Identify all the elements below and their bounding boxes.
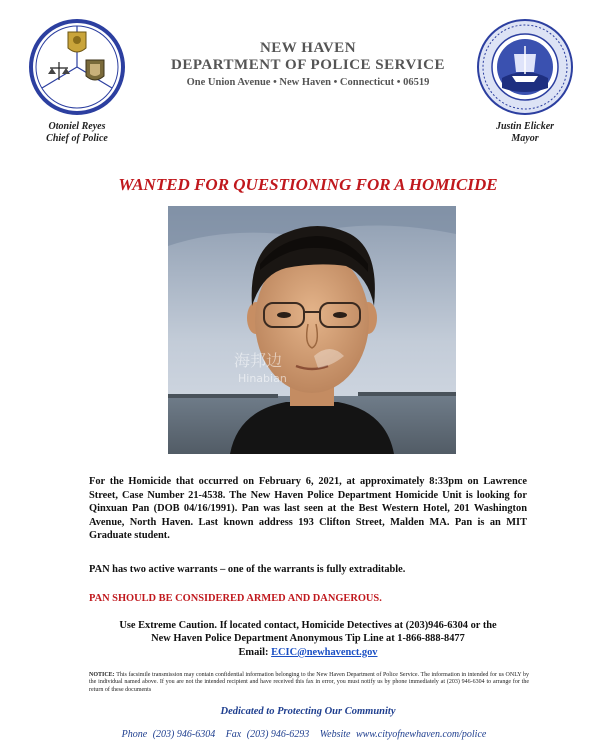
mayor-name: Justin Elicker <box>495 121 555 132</box>
email-line <box>80 646 536 659</box>
website-url: www.cityofnewhaven.com/police <box>356 729 487 740</box>
email-label: Email: <box>238 646 269 658</box>
fax-label: Fax <box>225 729 242 740</box>
fax-number: (203) 946-6293 <box>246 729 310 740</box>
police-seal-logo <box>28 18 126 116</box>
website-label: Website <box>319 729 351 740</box>
contact-footer <box>60 729 556 740</box>
motto: Dedicated to Protecting Our Community <box>220 706 396 717</box>
department-header <box>140 40 476 90</box>
mayor-title: Mayor <box>511 133 539 144</box>
wanted-headline: WANTED FOR QUESTIONING FOR A HOMICIDE <box>118 175 498 194</box>
caution-line-2: New Haven Police Department Anonymous Tip Line at 1-866-888-8477 <box>151 633 465 645</box>
dept-name: DEPARTMENT OF POLICE SERVICE <box>171 57 445 73</box>
caution-line-1: Use Extreme Caution. If located contact, Homicide Detectives at (203)946-6304 or the <box>119 620 497 631</box>
email-link[interactable]: ECIC@newhavenct.gov <box>271 646 378 658</box>
city-seal-logo <box>476 18 574 116</box>
phone-label: Phone <box>121 729 148 740</box>
contact-block <box>80 619 536 659</box>
armed-warning: PAN SHOULD BE CONSIDERED ARMED AND DANGEROUS. <box>89 593 382 604</box>
phone-number: (203) 946-6304 <box>152 729 216 740</box>
incident-description: For the Homicide that occurred on February 6, 2021, at approximately 8:33pm on Lawrence Street, Case Number 21-4538. The New Haven Police Department Homicide Unit is looking for Qinxuan Pan (DOB 04/16/1991). Pan was last seen at the Best Western Hotel, 201 Washington Avenue, North Haven. Last known address 193 Clifton Street, Malden MA. Pan is an MIT Graduate student. <box>89 476 527 542</box>
dept-city: NEW HAVEN <box>259 40 357 56</box>
dept-address: One Union Avenue • New Haven • Connecticut • 06519 <box>186 77 430 88</box>
chief-title: Chief of Police <box>46 133 108 144</box>
fax-notice <box>89 672 529 694</box>
watermark-cn: 海邦边 <box>234 351 283 370</box>
chief-of-police-caption <box>18 121 136 145</box>
warrants-statement: PAN has two active warrants – one of the warrants is fully extraditable. <box>89 564 406 575</box>
notice-label: NOTICE: <box>89 672 115 678</box>
chief-name: Otoniel Reyes <box>48 121 106 132</box>
notice-text: This facsimile transmission may contain confidential information belonging to the New Haven Department of Police Service. The information in intended for us ONLY by the individual named above. If you are not the intended recipient and have received this fax in error, you must notify us by phone immediately at (203) 946-6304 to arrange for the return of these documents <box>89 672 529 693</box>
mayor-caption <box>466 121 584 145</box>
watermark-en: Hinabian <box>238 372 287 385</box>
suspect-photo <box>168 206 456 454</box>
